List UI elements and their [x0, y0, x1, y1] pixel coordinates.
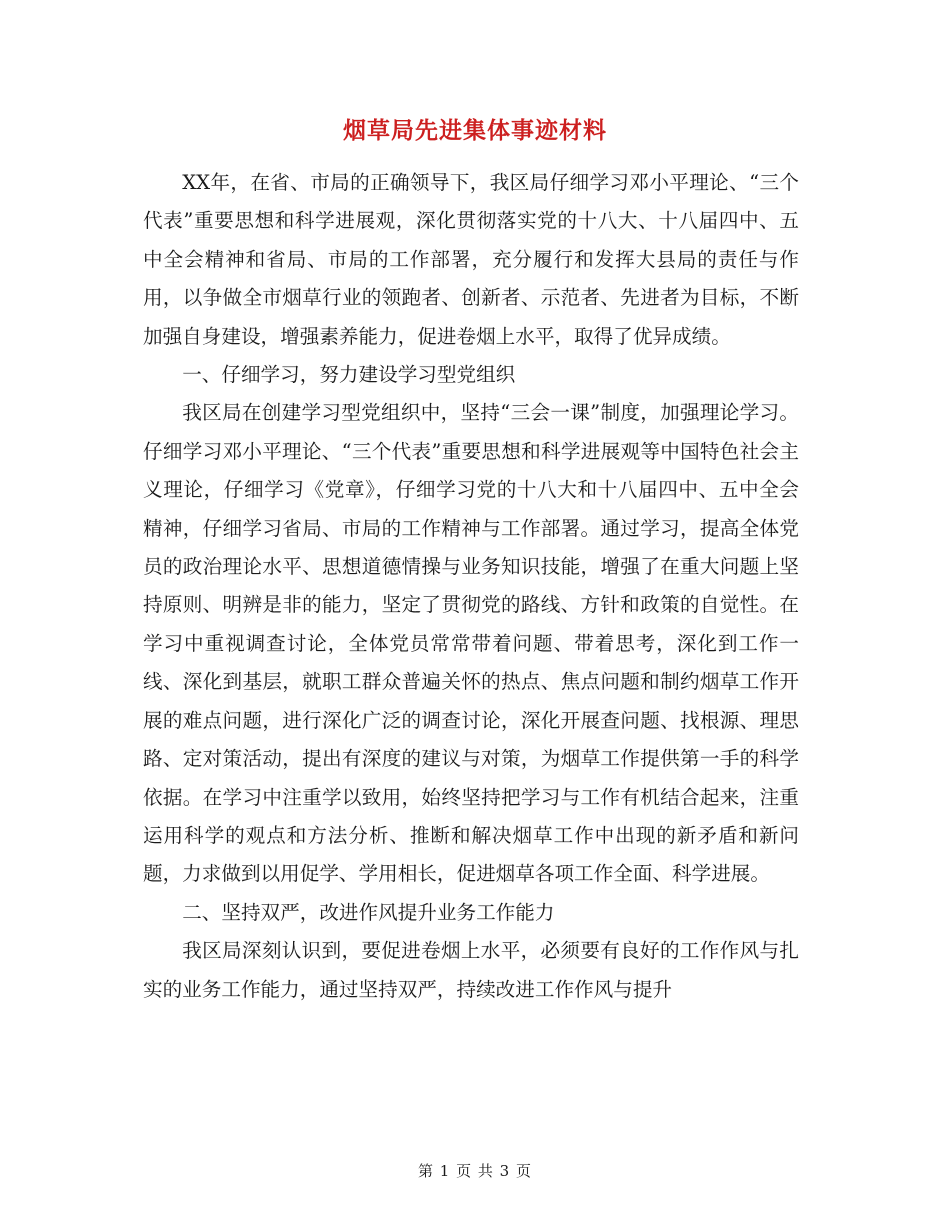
section-heading-1: 一、仔细学习，努力建设学习型党组织 [182, 363, 516, 387]
section-heading-2: 二、坚持双严，改进作风提升业务工作能力 [182, 900, 555, 924]
document-body [143, 164, 799, 1009]
intro-paragraph: XX年，在省、市局的正确领导下，我区局仔细学习邓小平理论、“三个代表”重要思想和科学进展观，深化贯彻落实党的十八大、十八届四中、五中全会精神和省局、市局的工作部署，充分履行和发挥大县局的责任与作用，以争做全市烟草行业的领跑者、创新者、示范者、先进者为目标，不断加强自身建设，增强素养能力，促进卷烟上水平，取得了优异成绩。 [143, 171, 799, 348]
page-footer: 第 1 页 共 3 页 [418, 1162, 532, 1180]
document-title: 烟草局先进集体事迹材料 [343, 118, 607, 144]
section-2-paragraph: 我区局深刻认识到，要促进卷烟上水平，必须要有良好的工作作风与扎实的业务工作能力，通过坚持双严，持续改进工作作风与提升 [143, 939, 799, 1001]
section-1-paragraph: 我区局在创建学习型党组织中，坚持“三会一课”制度，加强理论学习。仔细学习邓小平理论、“三个代表”重要思想和科学进展观等中国特色社会主义理论，仔细学习《党章》，仔细学习党的十八大和十八届四中、五中全会精神，仔细学习省局、市局的工作精神与工作部署。通过学习，提高全体党员的政治理论水平、思想道德情操与业务知识技能，增强了在重大问题上坚持原则、明辨是非的能力，坚定了贯彻党的路线、方针和政策的自觉性。在学习中重视调查讨论，全体党员常常带着问题、带着思考，深化到工作一线、深化到基层，就职工群众普遍关怀的热点、焦点问题和制约烟草工作开展的难点问题，进行深化广泛的调查讨论，深化开展查问题、找根源、理思路、定对策活动，提出有深度的建议与对策，为烟草工作提供第一手的科学依据。在学习中注重学以致用，始终坚持把学习与工作有机结合起来，注重运用科学的观点和方法分析、推断和解决烟草工作中出现的新矛盾和新问题，力求做到以用促学、学用相长，促进烟草各项工作全面、科学进展。 [143, 401, 799, 886]
